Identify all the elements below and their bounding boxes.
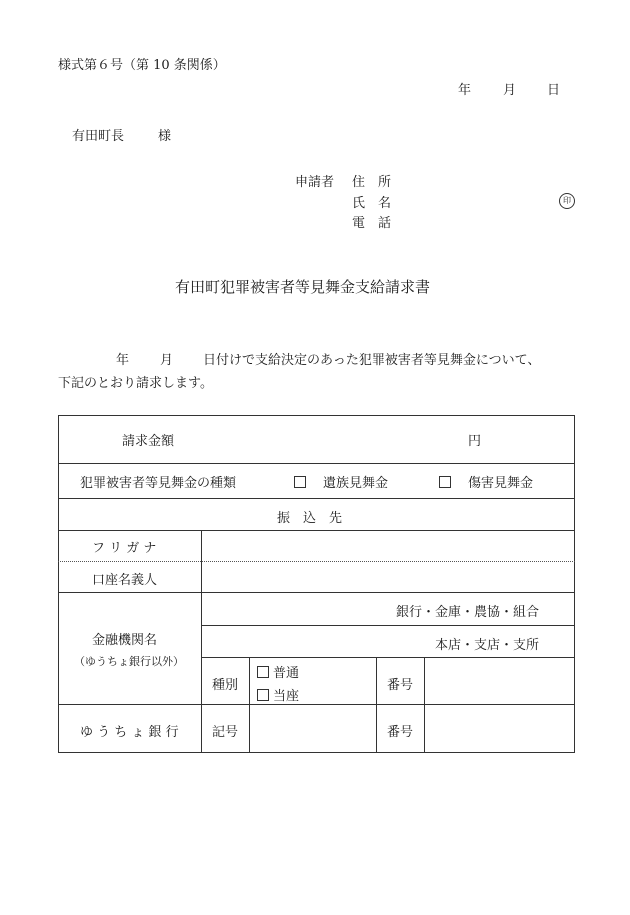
yucho-number-label: 番号 [387, 725, 414, 740]
body-line2: 下記のとおり請求します。 [58, 376, 213, 391]
form-number: 様式第６号（第 10 条関係） [58, 58, 226, 73]
symbol-label: 記号 [212, 725, 239, 740]
table-border-left [58, 415, 59, 753]
body-year: 年 [116, 353, 130, 368]
account-type-ordinary[interactable] [257, 662, 299, 681]
table-border-top [58, 415, 575, 416]
phone-label: 電 話 [352, 216, 392, 231]
applicant-label: 申請者 [295, 175, 335, 190]
row-rule [201, 625, 575, 626]
address-label: 住 所 [352, 175, 392, 190]
account-number-label: 番号 [387, 678, 414, 693]
col-rule [376, 657, 377, 753]
account-type-option1-text: 普通 [273, 666, 300, 681]
amount-label: 請求金額 [122, 434, 175, 449]
account-type-option2-text: 当座 [273, 689, 300, 704]
holder-field[interactable] [208, 565, 568, 589]
request-table [58, 415, 575, 753]
yucho-label: ゆ う ち ょ 銀 行 [80, 725, 179, 740]
bank-types: 銀行・金庫・農協・組合 [396, 605, 540, 620]
body-month: 月 [160, 353, 174, 368]
checkbox-icon[interactable] [257, 689, 269, 701]
row-rule [58, 530, 575, 531]
col-rule [201, 530, 202, 753]
branch-types: 本店・支店・支所 [435, 638, 540, 653]
row-rule [58, 463, 575, 464]
checkbox-icon[interactable] [257, 666, 269, 678]
type-option1-text: 遺族見舞金 [323, 476, 389, 491]
honorific: 様 [158, 129, 172, 144]
type-option-injury[interactable] [439, 472, 533, 491]
amount-unit: 円 [468, 434, 482, 449]
table-border-right [574, 415, 575, 753]
account-type-label: 種別 [212, 678, 239, 693]
holder-label: 口座名義人 [92, 573, 158, 588]
col-rule [424, 657, 425, 753]
row-rule-dotted [58, 561, 575, 562]
body-line1: 日付けで支給決定のあった犯罪被害者等見舞金について、 [203, 353, 541, 368]
type-label: 犯罪被害者等見舞金の種類 [80, 476, 237, 491]
transfer-label: 振 込 先 [277, 511, 343, 526]
row-rule [58, 704, 575, 705]
date-month: 月 [503, 83, 517, 98]
checkbox-icon[interactable] [294, 476, 306, 488]
date-year: 年 [458, 83, 472, 98]
date-day: 日 [547, 83, 561, 98]
seal-icon [559, 192, 575, 209]
row-rule [58, 498, 575, 499]
col-rule [249, 657, 250, 753]
addressee: 有田町長 [72, 129, 125, 144]
row-rule [201, 657, 575, 658]
furigana-label: フ リ ガ ナ [92, 541, 157, 556]
institution-note: （ゆうちょ銀行以外） [74, 655, 184, 668]
document-title: 有田町犯罪被害者等見舞金支給請求書 [175, 278, 431, 296]
checkbox-icon[interactable] [439, 476, 451, 488]
row-rule [58, 592, 575, 593]
type-option2-text: 傷害見舞金 [468, 476, 534, 491]
table-border-bottom [58, 752, 575, 753]
seal-mark: 印 [559, 193, 575, 209]
furigana-field[interactable] [208, 533, 568, 557]
institution-label: 金融機関名 [92, 633, 158, 648]
name-label: 氏 名 [352, 196, 392, 211]
type-option-bereaved[interactable] [294, 472, 388, 491]
account-type-current[interactable] [257, 685, 299, 704]
